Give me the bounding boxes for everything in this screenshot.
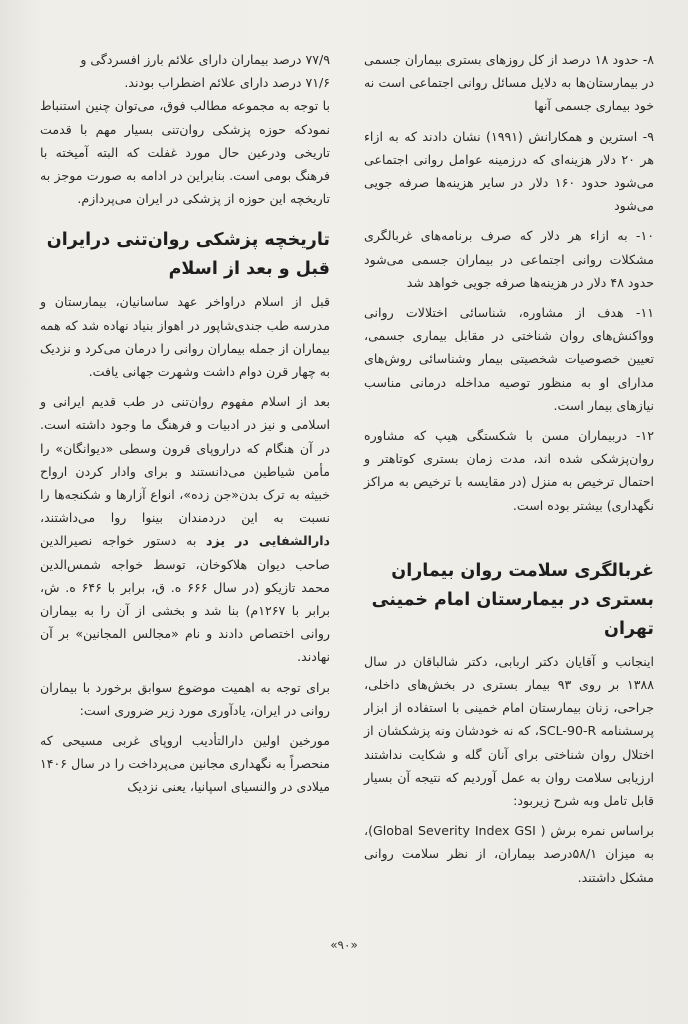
list-item-10: ۱۰- به ازاء هر دلار که صرف برنامه‌های غربالگری مشکلات روانی اجتماعی در بیماران جسمی می‌شود حدود ۴۸ دلار در هزینه‌ها صرفه جویی خواهد شد: [364, 228, 654, 290]
screening-study-paragraph: [364, 650, 654, 812]
anxiety-stat-line: ۷۱/۶ درصد دارای علائم اضطراب بودند.: [124, 75, 330, 91]
gsi-term: Global Severity Index: [372, 823, 510, 839]
list-item-9: ۹- استرین و همکارانش (۱۹۹۱) نشان دادند که به ازاء هر ۲۰ دلار هزینه‌ای که درزمینه عوامل روانی اجتماعی می‌شود حدود ۱۶۰ دلار در سایر هزینه‌ها صرفه جویی می‌شود: [364, 128, 655, 214]
depression-stat-line: ۷۷/۹ درصد بیماران دارای علائم بارز افسردگی و: [80, 52, 330, 67]
study-text-before: اینجانب و آقایان دکتر اربابی، دکتر شالباقان در سال ۱۳۸۸ بر روی ۹۳ بیمار بستری در بخش‌های داخلی، جراحی، زنان بیمارستان امام خمینی با استفاده از ابزار پرسشنامه: [364, 653, 654, 739]
list-item-11: ۱۱- هدف از مشاوره، شناسائی اختلالات روانی وواکنش‌های روان شناختی در مقابل بیماری جسمی، تعیین خصوصیات شخصیتی بیمار وشناسائی روش‌های مدارای او به منظور توصیه مداخله درمانی مناسب نیازهای بیمار است.: [364, 305, 654, 413]
importance-paragraph: برای توجه به اهمیت موضوع سوابق برخورد با بیماران روانی در ایران، یادآوری مورد زیر ضروری است:: [40, 679, 330, 718]
history-text-before: بعد از اسلام مفهوم روان‌تنی در طب قدیم ایرانی و اسلامی و نیز در ادبیات و فرهنگ ما وجود داشته است. در آن هنگام که دراروپای قرون وسطی «دیوانگان» را مأمن شیاطین می‌دانستند و برای وادار کردن ارواح خبیثه به ترک بدن«جن زده»، انواع آزارها و شکنجه‌ها را نسبت به این دردمندان بینوا روا می‌داشتند،: [40, 394, 330, 526]
intro-paragraph: با توجه به مجموعه مطالب فوق، می‌توان چنین استنباط نمودکه حوزه پزشکی روان‌تنی بسیار مهم با قدمت تاریخی ودرعین حال مورد غفلت که البته آمیخته با فرهنگ بومی است. بنابراین در ادامه به صورت موجز به تاریخچه این حوزه از پزشکی در ایران می‌پردازم.: [40, 98, 330, 207]
page-number: «۹۰»: [330, 938, 358, 952]
gsi-text-after: GSI)، به میزان ۵۸/۱درصد بیماران، از نظر سلامت روانی مشکل داشتند.: [364, 823, 654, 885]
left-column: [40, 48, 330, 806]
list-item-8: ۸- حدود ۱۸ درصد از کل روزهای بستری بیماران جسمی در بیمارستان‌ها به دلایل مسائل روانی اجتماعی است نه خود بیماری جسمی آنها: [364, 52, 655, 114]
historians-paragraph: مورخین اولین دارالتأدیب اروپای غربی مسیحی که منحصراً به نگهداری مجانین می‌پرداخت را در سال ۱۴۰۶ میلادی در والنسیای اسپانیا، یعنی نزدیک: [40, 733, 330, 795]
gsi-result-paragraph: [364, 819, 654, 889]
questionnaire-code: SCL-90-R: [538, 723, 597, 739]
gsi-text-before: براساس نمره برش (: [535, 823, 654, 839]
yazd-hospital-term: دارالشفایی در یزد: [206, 533, 330, 549]
depression-anxiety-stats: [40, 48, 330, 94]
right-column: [364, 48, 654, 896]
history-before-islam-paragraph: قبل از اسلام دراواخر عهد ساسانیان، بیمارستان و مدرسه طب جندی‌شاپور در اهواز بنیاد نهاده شد که همه بیماران از جمله بیماران روانی را درمان می‌کرد و نزدیک به چهار قرن دوام داشت وشهرت جهانی یافت.: [40, 294, 330, 380]
history-after-islam-paragraph: [40, 390, 330, 668]
list-item-12: ۱۲- دربیماران مسن با شکستگی هیپ که مشاوره روان‌پزشکی شده اند، مدت زمان بستری کوتاهتر و احتمال ترخیص به منزل (در مقایسه با ترخیص به مراکز نگهداری) بیشتر بوده است.: [364, 428, 654, 513]
section-heading-screening: غربالگری سلامت روان بیماران بستری در بیمارستان امام خمینی تهران: [371, 560, 654, 639]
history-text-after: به دستور خواجه نصیرالدین صاحب دیوان هلاکوخان، توسط خواجه شمس‌الدین محمد تازیکو (در سال ۶۶۶ ه. ق، برابر با ۶۴۶ ه. ش، برابر با ۱۲۶۷م) بنا شد و بخشی از آن را به بیماران روانی اختصاص دادند و نام «مجالس المجانین» بر آن نهادند.: [40, 533, 331, 665]
study-text-after: ، که نه خودشان ونه پزشکشان از اختلال روان شناختی برای آنان گله و شکایت نداشتند ارزیابی سلامت روان به عمل آوردیم که نتیجه آن بسیار قابل تامل وبه شرح زیربود:: [364, 723, 654, 809]
section-heading-history: تاریخچه پزشکی روان‌تنی درایران قبل و بعد از اسلام: [46, 230, 330, 280]
